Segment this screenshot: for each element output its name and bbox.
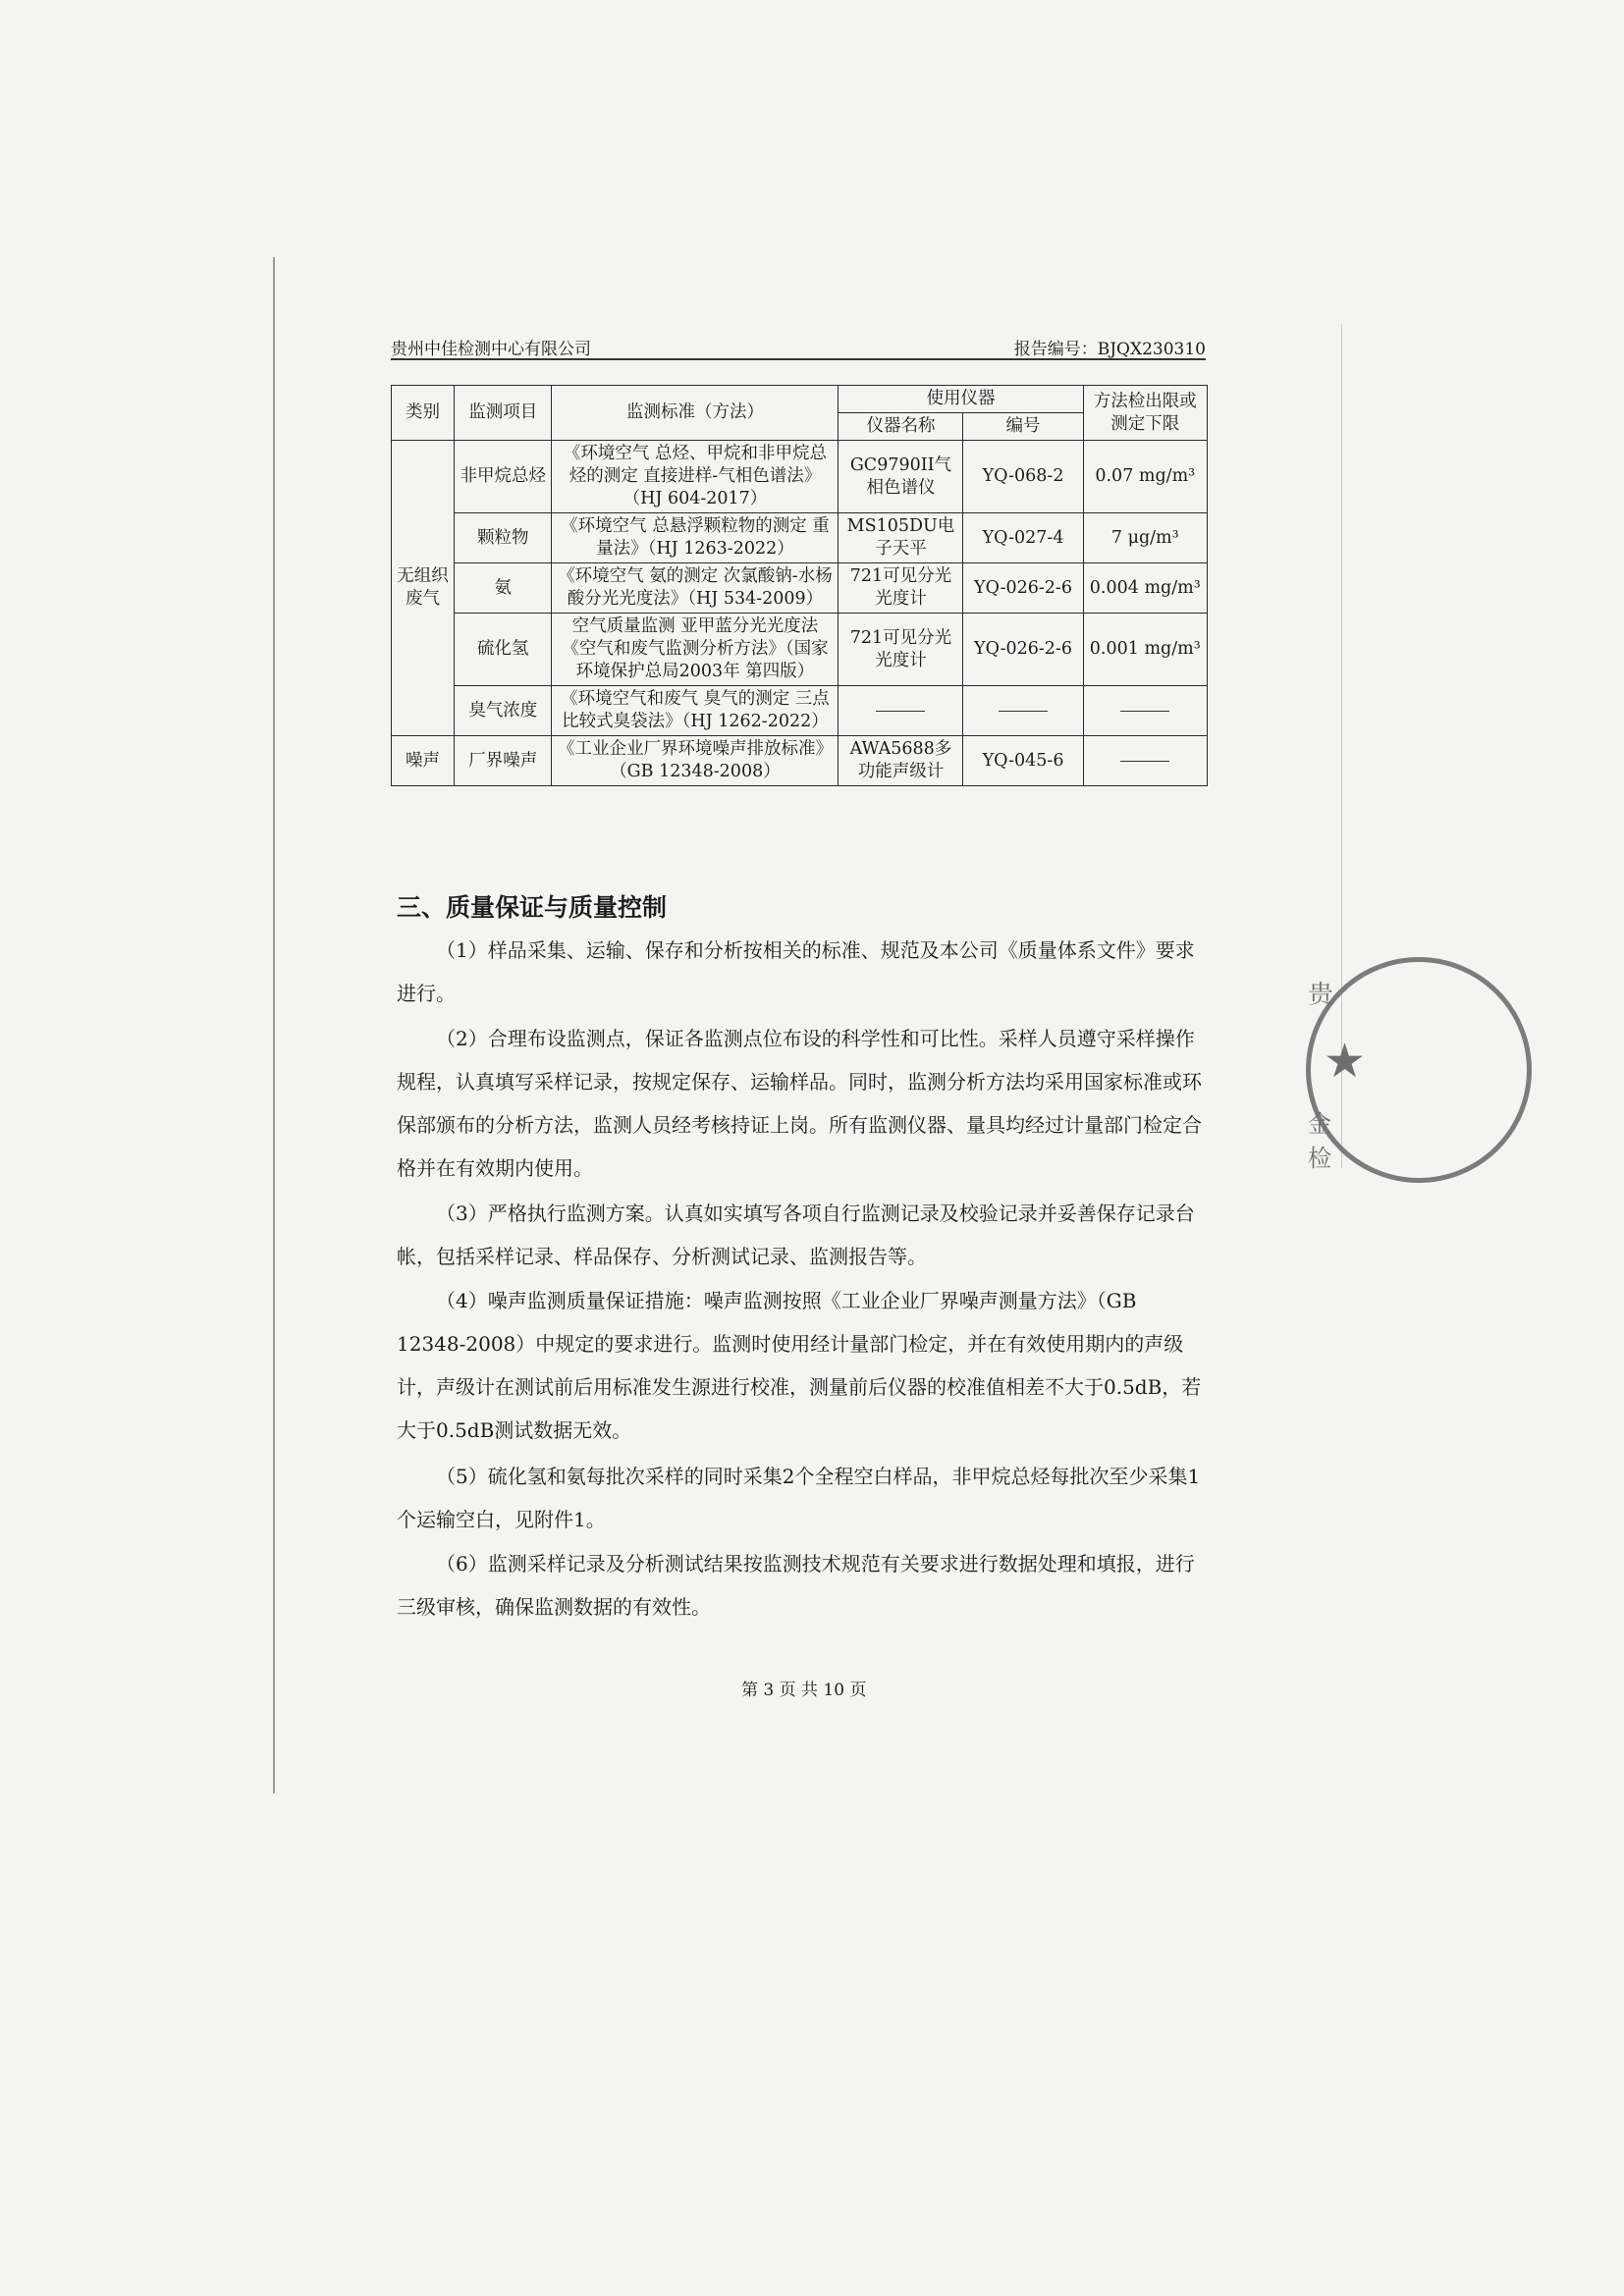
empty-dash	[1120, 711, 1169, 712]
number-cell: YQ-045-6	[963, 736, 1083, 786]
standard-cell: 《环境空气 总悬浮颗粒物的测定 重量法》（HJ 1263-2022）	[552, 513, 839, 563]
company-seal	[1306, 957, 1367, 1172]
paragraph-6: （6）监测采样记录及分析测试结果按监测技术规范有关要求进行数据处理和填报，进行三级审核，确保监测数据的有效性。	[397, 1552, 1195, 1619]
instrument-cell: AWA5688多功能声级计	[839, 736, 963, 786]
company-name: 贵州中佳检测中心有限公司	[391, 340, 591, 359]
number-cell: YQ-068-2	[963, 441, 1083, 513]
header-instruments: 使用仪器	[839, 386, 1083, 413]
page-header	[391, 333, 1206, 360]
paragraph-1: （1）样品采集、运输、保存和分析按相关的标准、规范及本公司《质量体系文件》要求进行。	[397, 938, 1195, 1005]
item-cell: 非甲烷总烃	[455, 441, 552, 513]
item-cell: 臭气浓度	[455, 686, 552, 736]
header-number: 编号	[963, 413, 1083, 441]
table-row	[392, 513, 1208, 563]
header-instrument-name: 仪器名称	[839, 413, 963, 441]
table-header-row	[392, 386, 1208, 413]
limit-cell	[1083, 686, 1207, 736]
item-cell: 厂界噪声	[455, 736, 552, 786]
scan-edge-left	[273, 257, 275, 1793]
standard-cell: 《环境空气和废气 臭气的测定 三点比较式臭袋法》（HJ 1262-2022）	[552, 686, 839, 736]
table-row	[392, 441, 1208, 513]
item-cell: 颗粒物	[455, 513, 552, 563]
header-category: 类别	[392, 386, 455, 441]
monitoring-methods-table	[391, 385, 1208, 786]
number-cell: YQ-026-2-6	[963, 614, 1083, 686]
empty-dash	[876, 711, 925, 712]
report-number: 报告编号：BJQX230310	[1013, 340, 1206, 359]
instrument-cell	[839, 686, 963, 736]
paragraph-3: （3）严格执行监测方案。认真如实填写各项自行监测记录及校验记录并妥善保存记录台帐，包括采样记录、样品保存、分析测试记录、监测报告等。	[397, 1201, 1195, 1268]
number-cell	[963, 686, 1083, 736]
empty-dash	[1120, 761, 1169, 762]
table-row	[392, 563, 1208, 614]
category-cell: 噪声	[392, 736, 455, 786]
paragraph-5: （5）硫化氢和氨每批次采样的同时采集2个全程空白样品，非甲烷总烃每批次至少采集1个运输空白，见附件1。	[397, 1465, 1201, 1531]
standard-cell: 《工业企业厂界环境噪声排放标准》（GB 12348-2008）	[552, 736, 839, 786]
item-cell: 氨	[455, 563, 552, 614]
section-title: 三、质量保证与质量控制	[397, 893, 668, 922]
header-standard: 监测标准（方法）	[552, 386, 839, 441]
table-row	[392, 686, 1208, 736]
limit-cell: 0.001 mg/m³	[1083, 614, 1207, 686]
item-cell: 硫化氢	[455, 614, 552, 686]
header-limit: 方法检出限或测定下限	[1083, 386, 1207, 441]
paragraph-2: （2）合理布设监测点，保证各监测点位布设的科学性和可比性。采样人员遵守采样操作规程，认真填写采样记录，按规定保存、运输样品。同时，监测分析方法均采用国家标准或环保部颁布的分析方法，监测人员经考核持证上岗。所有监测仪器、量具均经过计量部门检定合格并在有效期内使用。	[397, 1027, 1202, 1180]
standard-cell: 《环境空气 总烃、甲烷和非甲烷总烃的测定 直接进样-气相色谱法》（HJ 604-2017）	[552, 441, 839, 513]
number-cell: YQ-026-2-6	[963, 563, 1083, 614]
instrument-cell: GC9790II气相色谱仪	[839, 441, 963, 513]
seal-text-top: 贵	[1308, 981, 1334, 1010]
standard-cell: 《环境空气 氨的测定 次氯酸钠-水杨酸分光光度法》（HJ 534-2009）	[552, 563, 839, 614]
instrument-cell: MS105DU电子天平	[839, 513, 963, 563]
standard-cell: 空气质量监测 亚甲蓝分光光度法《空气和废气监测分析方法》（国家环境保护总局2003年 第四版）	[552, 614, 839, 686]
limit-cell: 7 μg/m³	[1083, 513, 1207, 563]
table-row	[392, 614, 1208, 686]
instrument-cell: 721可见分光光度计	[839, 563, 963, 614]
limit-cell	[1083, 736, 1207, 786]
seal-text-bottom: 金检	[1308, 1110, 1331, 1172]
limit-cell: 0.07 mg/m³	[1083, 441, 1207, 513]
number-cell: YQ-027-4	[963, 513, 1083, 563]
limit-cell: 0.004 mg/m³	[1083, 563, 1207, 614]
category-cell: 无组织废气	[392, 441, 455, 736]
instrument-cell: 721可见分光光度计	[839, 614, 963, 686]
empty-dash	[999, 711, 1048, 712]
paragraph-4: （4）噪声监测质量保证措施：噪声监测按照《工业企业厂界噪声测量方法》（GB 12348-2008）中规定的要求进行。监测时使用经计量部门检定，并在有效使用期内的声级计，声级计在测试前后用标准发生源进行校准，测量前后仪器的校准值相差不大于0.5dB，若大于0.5dB测试数据无效。	[397, 1289, 1202, 1442]
header-item: 监测项目	[455, 386, 552, 441]
page-number: 第 3 页 共 10 页	[741, 1681, 867, 1700]
star-icon: ★	[1324, 1034, 1367, 1089]
table-row	[392, 736, 1208, 786]
